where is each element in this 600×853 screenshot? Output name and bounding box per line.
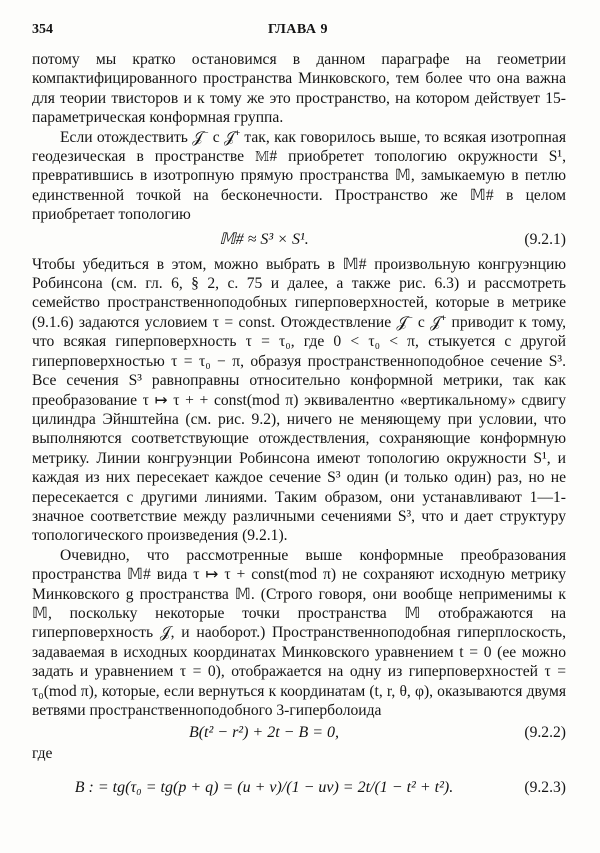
- paragraph: Если отождествить 𝒥⁻ с 𝒥⁺ так, как говорилось выше, то всякая изотропная геодезическая в пространстве 𝕄# приобретет топологию окружности S¹, превратившись в изотропную прямую пространства 𝕄, замыкаемую в петлю единственной точкой на бесконечности. Пространство же 𝕄# в целом приобретает топологию: [32, 128, 566, 224]
- equation-number: (9.2.2): [524, 723, 566, 741]
- equation-9-2-1: [32, 225, 566, 255]
- equation-formula: 𝕄# ≈ S³ × S¹.: [219, 230, 309, 248]
- equation-formula: B : = tg(τ₀ = tg(p + q) = (u + v)/(1 − uv) = 2t/(1 − t² + t²).: [74, 778, 454, 796]
- equation-9-2-3: [32, 764, 566, 810]
- text-body: [32, 50, 566, 810]
- where-label: где: [32, 745, 53, 763]
- page-number: 354: [32, 22, 53, 37]
- equation-formula: B(t² − r²) + 2t − B = 0,: [188, 723, 340, 741]
- paragraph: Чтобы убедиться в этом, можно выбрать в 𝕄# произвольную конгруэнцию Робинсона (см. гл. 6, § 2, с. 75 и далее, а также рис. 6.3) и рассмотреть семейство пространственноподобных гиперповерхностей, которые в метрике (9.1.6) задаются условием τ = const. Отождествление 𝒥⁻ с 𝒥⁺ приводит к тому, что всякая гиперповерхность τ = τ₀, где 0 < τ₀ < π, стыкуется с другой гиперповерхностью τ = τ₀ − π, образуя пространственноподобное сечение S³. Все сечения S³ равноправны относительно конформной метрики, так как преобразование τ ↦ τ + + const(mod π) эквивалентно «вертикальному» сдвигу цилиндра Эйнштейна (см. рис. 9.2), ничего не меняющему при условии, что выполняются соответствующие отождествления, сохраняющие конформную метрику. Линии конгруэнции Робинсона имеют топологию окружности S¹, и каждая из них пересекает каждое сечение S³ один (и только один) раз, но не пересекается с другими линиями. Таким образом, они устанавливают 1—1-значное соответствие между различными сечениями S³, что и дает структуру топологического произведения (9.2.1).: [32, 255, 566, 545]
- paragraph: потому мы кратко остановимся в данном параграфе на геометрии компактифицированного пространства Минковского, тем более что она важна для теории твисторов и к тому же это пространство, на котором действует 15-параметрическая конформная группа.: [32, 51, 566, 127]
- chapter-title: ГЛАВА 9: [268, 22, 328, 37]
- running-header: [32, 22, 564, 42]
- paragraph: Очевидно, что рассмотренные выше конформные преобразования пространства 𝕄# вида τ ↦ τ + const(mod π) не сохраняют исходную метрику Минковского g пространства 𝕄. (Строго говоря, они вообще неприменимы к 𝕄, поскольку некоторые точки пространства 𝕄 отображаются на гиперповерхность 𝒥, и наоборот.) Пространственноподобная гиперплоскость, задаваемая в исходных координатах Минковского уравнением t = 0 (ее можно задать и уравнением τ = 0), отображается на одну из гиперповерхностей τ = τ₀(mod π), которые, если вернуться к координатам (t, r, θ, φ), оказываются двумя ветвями пространственноподобного 3-гиперболоида: [32, 546, 566, 719]
- equation-number: (9.2.1): [524, 230, 566, 248]
- equation-number: (9.2.3): [524, 778, 566, 796]
- equation-9-2-2: [32, 720, 566, 744]
